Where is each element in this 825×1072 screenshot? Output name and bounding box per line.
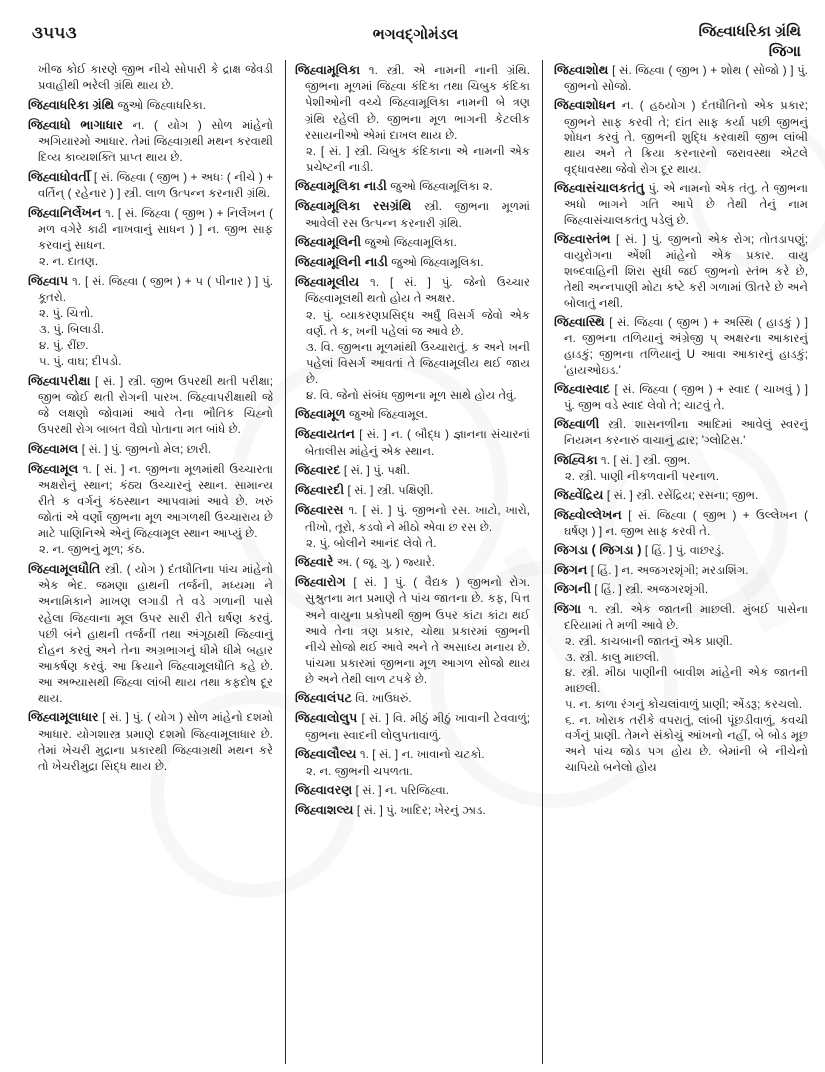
- entry-sense: ૨. ન. દાતણ.: [39, 255, 99, 269]
- entry-sense: ૧. [ સં. ] ન. જીભના મૂળમાંથી ઉચ્ચારતા અક્ષરોનું સ્થાન; કંઠ્ય ઉચ્ચારનું સ્થાન. સામાન્ય રીતે ક વર્ગનું કંઠસ્થાન આપવામાં આવે છે. ખરું જોતાં એ વર્ણો જીભના મૂળ આગળથી ઉચ્ચારાય છે માટે પાણિનિએ એનું જિહ્વામૂલ સ્થાન આપ્યું છે.: [38, 462, 273, 541]
- entry-headword: જિહ્વોલ્લેખન: [554, 507, 622, 522]
- entry-headword: જિહ્વાલૌલ્ય: [295, 747, 357, 762]
- columns-container: [28, 62, 807, 1066]
- entry-body: [ સં. જિહ્વા ( જીભ ) + અધઃ ( નીચે ) + વર્તિન્ ( રહેનાર ) ] સ્ત્રી. લાળ ઉત્પન્ન કરનારી ગ્રંથિ.: [38, 170, 274, 200]
- entry-body: સ્ત્રી. ( યોગ ) દંતધૌતિના પાંચ માંહેનો એક ભેદ. જમણા હાથની તર્જની, મધ્યમા ને અનામિકાને માખણ લગાડી તે વડે ગળાની પાસે રહેલા જિહ્વાના મૂલ ઉપર સારી રીતે ઘર્ષણ કરવું. પછી બંને હાથની તર્જનીં તથા અંગૂઠાથી જિહ્વાનું દોહન કરવું અને તેના અગ્રભાગનું ધીમે ધીમે બહાર આકર્ષણ કરવું. આ ક્રિયાને જિહ્વામૂલધૌતિ કહે છે. આ અભ્યાસથી જિહ્વા લાંબી થાય તથા કફદોષ દૂર થાય.: [38, 562, 273, 705]
- entry-body: પું. એ નામનો એક તંતુ. તે જીભના અધો ભાગને ગતિ આપે છે તેથી તેનું નામ જિહ્વાસંચાલકતંતુ પડેલું છે.: [564, 182, 808, 227]
- entry-headword: જિહ્વામૂલધૌતિ: [28, 561, 101, 576]
- entry-headword: જિહ્વામૂલિકા: [295, 63, 361, 77]
- dictionary-entry: [295, 426, 530, 459]
- entry-headword: જિહ્વાધરિકા ગ્રંથિ: [28, 97, 115, 112]
- entry-body: જુઓ જિહ્વામૂલ.: [349, 408, 428, 422]
- dictionary-entry: [295, 198, 530, 231]
- column-1: [28, 62, 285, 1066]
- entry-headword: જિહ્વાસ્તંભ: [554, 232, 611, 247]
- dictionary-entry: [295, 274, 530, 404]
- entry-headword: જિહ્વાધો ભાગાધાર: [28, 117, 124, 132]
- dictionary-entry: [28, 117, 273, 167]
- dictionary-entry: [554, 381, 808, 414]
- entry-headword: જિહ્વેંદ્રિય: [554, 488, 604, 503]
- dictionary-entry: [28, 97, 273, 114]
- entry-body: [ સં. જિહ્વા ( જીભ ) + શોથ ( સોજો ) ] પું. જીભનો સોજો.: [564, 64, 808, 94]
- entry-headword: જિહ્વાશલ્ય: [295, 803, 354, 818]
- dictionary-entry: [295, 690, 530, 707]
- entry-sense: ૨. સ્ત્રી. પાણી નીકળવાની પરનાળ.: [565, 469, 719, 483]
- dictionary-entry: [554, 314, 808, 378]
- dictionary-entry: [295, 782, 530, 799]
- entry-headword: જિગની: [554, 582, 591, 597]
- dictionary-entry: [554, 231, 808, 311]
- entry-body: જુઓ જિહ્વામૂલિકા ૨.: [390, 180, 493, 194]
- dictionary-entry: [28, 561, 273, 707]
- entry-headword: જિહ્વારદી: [295, 483, 345, 498]
- entry-headword: જિગડા ( જિગડા ): [554, 543, 642, 558]
- entry-sense: ૫. ન. કાળા રંગનું કોચલાંવાળું પ્રાણી; એંડરૂ; કરચલો.: [565, 697, 803, 711]
- entry-sense: ૧. [ સં. જિહ્વા ( જીભ ) + નિર્લેખન ( મળ વગેરે કાઢી નાખવાનું સાધન ) ] ન. જીભ સાફ કરવાનું સાધન.: [38, 206, 273, 253]
- entry-headword: જિહ્વાશોથ: [554, 63, 609, 77]
- entry-headword: જિહ્વાસ્વાદ: [554, 381, 611, 396]
- entry-headword: જિહ્વારોગ: [295, 575, 346, 590]
- dictionary-entry: [295, 234, 530, 251]
- page-number: ૩૫૫૩: [32, 24, 77, 42]
- entry-sense: ૧. [ સં. જિહ્વા ( જીભ ) + પ ( પીનાર ) ] પું. કૂતરો.: [38, 274, 274, 305]
- entry-sense: ૧. [ સં. ] ન. ખાવાનો ચટકો.: [359, 748, 485, 762]
- entry-sense: ૧. સ્ત્રી. એ નામની નાની ગ્રંથિ. જીભના મૂળમાં જિહ્વા કંદિકા તથા ચિબુક કંદિકા પેશીઓની વચ્ચે જિહ્વામૂલિકા નામની બે ત્રણ ગ્રંથિ રહેલી છે. જીભના મૂળ ભાગની કેટલીક રસાયનીઓ એમાં દાખલ થાય છે.: [305, 64, 530, 142]
- entry-sense: ૧. [ સં. ] સ્ત્રી. જીભ.: [601, 453, 691, 467]
- entry-body: [ સં. ] વિ. મીઠું મીઠું ખાવાની ટેવવાળું; જીભના સ્વાદની લોલુપતાવાળું.: [305, 712, 531, 742]
- entry-sense: ૪. પું. રીંછ.: [39, 339, 89, 353]
- guide-word-first: જિહ્વાધરિકા ગ્રંથિ: [698, 23, 801, 40]
- dictionary-entry: [295, 746, 530, 779]
- entry-body: ખીજ કોઈ કારણે જીભ નીચે સોપારી કે દ્રાક્ષ જેવડી પ્રવાહીથી ભરેલી ગ્રંથિ થાય છે.: [38, 63, 273, 93]
- entry-sense: ૫. પું. વાઘ; દીપડો.: [39, 355, 122, 369]
- dictionary-entry: [554, 452, 808, 485]
- dictionary-entry: [28, 62, 273, 94]
- dictionary-entry: [28, 373, 273, 439]
- entry-sense: ૧. [ સં. ] પું. જેનો ઉચ્ચાર જિહ્વામૂલથી થતો હોય તે અક્ષર.: [305, 276, 531, 306]
- entry-sense: ૨. સ્ત્રી. કાચબાની જાતનું એક પ્રાણી.: [565, 634, 733, 648]
- column-3: [542, 62, 808, 1066]
- entry-body: સ્ત્રી. જીભના મૂળમાં આવેલી રસ ઉત્પન્ન કરનારી ગ્રંથિ.: [305, 200, 531, 230]
- dictionary-entry: [28, 205, 273, 271]
- entry-body: જુઓ જિહ્વાધરિકા.: [117, 98, 206, 112]
- dictionary-entry: [295, 62, 530, 176]
- entry-headword: જિહ્વાનિર્લેખન: [28, 205, 102, 220]
- dictionary-entry: [554, 507, 808, 540]
- entry-body: ન. ( હઠયોગ ) દંતધૌતિનો એક પ્રકાર; જીભને સાફ કરવી તે; દાંત સાફ કર્યા પછી જીભનું શોધન કરવું તે. જીભની શુદ્ધિ કરવાથી જીભ લાંબી થાય અને તે ક્રિયા કરનારનો જરાવસ્થા એટલે વૃદ્ધાવસ્થા જેવો રોગ દૂર થાય.: [564, 99, 808, 176]
- entry-body: [ સં. ] ન. પરિજિહ્વા.: [355, 784, 449, 798]
- dictionary-entry: [295, 802, 530, 819]
- entry-sense: ૨. પું. વ્યાકરણપ્રસિદ્ધ અર્ધું વિસર્ગ જેવો એક વર્ણ. તે ક, ખની પહેલાં જ આવે છે.: [306, 308, 530, 338]
- entry-body: [ સં. ] પું. ખાદિર; ખેરનું ઝાડ.: [356, 804, 486, 818]
- entry-headword: જિહ્વામલ: [28, 441, 79, 456]
- entry-body: [ સં. ] પું. ( યોગ ) સોળ માંહેનો દશમો આધાર. યોગશાસ્ત્ર પ્રમાણે દશમો જિહ્વામૂલાધાર છે. તેમાં ખેચરી મુદ્રાના પ્રકારથી જિહ્વાગ્રથી મથન કરે તો ખેચરીમુદ્રા સિદ્ધ થાય છે.: [38, 711, 274, 773]
- entry-headword: જિહ્વાસંચાલકતંતુ: [554, 181, 645, 196]
- entry-sense: ૩. પું. બિલાડી.: [39, 323, 104, 337]
- entry-body: [ સં. ] પું. જીભનો મેલ; છારી.: [81, 442, 212, 456]
- entry-sense: ૩. સ્ત્રી. કાલુ માછલી.: [565, 650, 660, 664]
- entry-headword: જિહ્વાળી: [554, 417, 600, 432]
- dictionary-entry: [295, 254, 530, 271]
- entry-body: વિ. ખાઉધરું.: [355, 692, 412, 706]
- entry-headword: જિહ્વાધોવર્તી: [28, 169, 91, 184]
- entry-headword: જિહ્વામૂળ: [295, 407, 346, 422]
- entry-body: [ સં. ] સ્ત્રી. રસેંદ્રિય; રસના; જીભ.: [606, 489, 759, 503]
- entry-sense: ૨. ન. જીભનું મૂળ; કંઠ.: [39, 543, 145, 557]
- dictionary-entry: [554, 180, 808, 229]
- dictionary-entry: [554, 487, 808, 504]
- entry-headword: જિહ્વાપ: [28, 273, 69, 288]
- entry-headword: જિહ્વારસ: [295, 503, 344, 518]
- entry-headword: જિહ્વાશોધન: [554, 98, 616, 113]
- entry-headword: જિગા: [554, 601, 582, 616]
- entry-body: જુઓ જિહ્વામૂલિકા.: [391, 256, 484, 270]
- dictionary-entry: [554, 62, 808, 95]
- column-2: [285, 62, 542, 1066]
- entry-headword: જિહ્વામૂલિકા રસગ્રંથિ: [295, 199, 412, 214]
- dictionary-entry: [295, 482, 530, 499]
- entry-headword: જિહ્વિકા: [554, 452, 598, 467]
- entry-body: અ. ( જૂ. ગુ. ) જ્યારે.: [336, 556, 436, 570]
- entry-headword: જિહ્વારે: [295, 555, 334, 570]
- entry-headword: જિહ્વામૂલાધાર: [28, 710, 99, 725]
- entry-body: સ્ત્રી. શાસનળીના આદિમાં આવેલું સ્વરનું નિયમન કરનારું વાચાનું દ્વાર; 'ગ્લોટિસ.': [564, 418, 808, 448]
- dictionary-entry: [28, 709, 273, 775]
- dictionary-entry: [295, 502, 530, 552]
- dictionary-entry: [28, 441, 273, 458]
- entry-sense: ૩. વિ. જીભના મૂળમાંથી ઉચ્ચારાતું. ક અને ખની પહેલાં વિસર્ગ આવતાં તે જિહ્વામૂલીય થઈ જાય છે.: [306, 340, 530, 386]
- entry-sense: ૨. [ સં. ] સ્ત્રી. ચિબુક કંદિકાના એ નામની એક પ્રચેષ્ટની નાડી.: [306, 144, 530, 174]
- entry-headword: જિહ્વાલોલુપ: [295, 711, 358, 726]
- entry-headword: જિહ્વામૂલીય: [295, 275, 360, 290]
- entry-body: [ સં. ] ન. ( બૌદ્ધ ) જ્ઞાનના સંચારનાં બેતાલીસ માંહેનું એક સ્થાન.: [305, 428, 531, 458]
- entry-headword: જિહ્વાપરીક્ષા: [28, 373, 91, 388]
- entry-headword: જિહ્વામૂલિની નાડી: [295, 255, 388, 270]
- book-title: ભગવદ્ગોમંડલ: [372, 26, 459, 43]
- entry-headword: જિહ્વાયતન: [295, 427, 355, 442]
- dictionary-entry: [554, 416, 808, 449]
- dictionary-entry: [554, 581, 808, 598]
- entry-headword: જિહ્વારદ: [295, 463, 341, 478]
- dictionary-entry: [554, 562, 808, 579]
- entry-body: [ સં. ] પું. જીભનો એક રોગ; તોતડાપણું; વાયુરોગના એંશી માંહેનો એક પ્રકાર. વાયુ શબ્દવાહિની શિરા સુધી જઈ જીભનો સ્તંભ કરે છે, તેથી અન્નપાણી મોટા કષ્ટે કરી ગળામાં ઊતરે છે અને બોલાતું નથી.: [564, 233, 808, 310]
- entry-sense: ૪. વિ. જેનો સંબંધ જીભના મૂળ સાથે હોય તેવું.: [306, 388, 517, 402]
- dictionary-entry: [295, 462, 530, 479]
- entry-headword: જિહ્વાલંપટ: [295, 691, 352, 706]
- entry-headword: જિહ્વાવરણ: [295, 783, 353, 798]
- entry-sense: ૨. પું. બોલીને આનંદ લેવો તે.: [306, 536, 437, 550]
- entry-body: [ હિં. ] ન. અજગરશૃંગી; મરડાશિંગ.: [590, 563, 749, 577]
- entry-sense: ૨. ન. જીભની ચપળતા.: [306, 764, 413, 778]
- entry-sense: ૬. ન. ખોરાક તરીકે વપરાતું, લાંબી પૂંછડીવાળું, કવચી વર્ગનું પ્રાણી. તેમને સંકોચું આંખનો નહીં, બે બોડ મૂછ અને પાંચ જોડ પગ હોય છે. બેમાંની બે નીચેનો ચાપિયો બનેલો હોય: [565, 713, 808, 774]
- dictionary-entry: [295, 406, 530, 423]
- dictionary-entry: [295, 178, 530, 195]
- entry-headword: જિહ્વાસ્થિ: [554, 314, 605, 329]
- entry-body: ન. ( યોગ ) સોળ માંહેનો અગિયારમો આધાર. તેમાં જિહ્વાગ્રથી મથન કરવાથી દિવ્ય કાવ્યશક્તિ પ્રાપ્ત થાય છે.: [38, 118, 274, 165]
- dictionary-entry: [28, 273, 273, 371]
- dictionary-entry: [554, 97, 808, 177]
- entry-headword: જિહ્વામૂલ: [28, 461, 79, 476]
- entry-body: [ સં. ] પું. પક્ષી.: [343, 464, 410, 478]
- entry-body: [ સં. ] સ્ત્રી. જીભ ઉપરથી થતી પરીક્ષા; જીભ જોઈ થતી રોગની પારખ. જિહ્વાપરીક્ષાથી જે જે લક્ષણો જોવામાં આવે તેના ભૌતિક ચિહ્નો ઉપરથી રોગ બાબત વૈદ્યો પોતાના મત બાંધે છે.: [38, 374, 273, 437]
- dictionary-entry: [554, 542, 808, 559]
- dictionary-entry: [295, 710, 530, 743]
- entry-body: [ સં. જિહ્વા ( જીભ ) + સ્વાદ ( ચાખવું ) ] પું. જીભ વડે સ્વાદ લેવો તે; ચાટવું તે.: [564, 382, 808, 412]
- dictionary-entry: [28, 461, 273, 559]
- entry-headword: જિહ્વામૂલિની: [295, 235, 362, 250]
- entry-body: [ હિં. ] પું. વાછરડું.: [644, 544, 725, 558]
- entry-headword: જિગન: [554, 562, 588, 577]
- dictionary-entry: [295, 574, 530, 688]
- entry-body: [ સં. ] સ્ત્રી. પક્ષિણી.: [347, 484, 434, 498]
- entry-sense: ૪. સ્ત્રી. મીઠા પાણીની બાવીશ માંહેની એક જાતની માછલી.: [565, 666, 808, 696]
- entry-body: [ સં. જિહ્વા ( જીભ ) + ઉલ્લેખન ( ઘર્ષણ ) ] ન. જીભ સાફ કરવી તે.: [564, 508, 808, 538]
- entry-body: [ હિં. ] સ્ત્રી. અજગરશૃંગી.: [594, 583, 709, 597]
- dictionary-entry: [554, 601, 808, 776]
- guide-word-last: જિગા: [768, 43, 801, 61]
- dictionary-entry: [28, 169, 273, 202]
- entry-body: જુઓ જિહ્વામૂલિકા.: [364, 236, 457, 250]
- entry-headword: જિહ્વામૂલિકા નાડી: [295, 179, 387, 194]
- entry-body: [ સં. ] પું. ( વૈદ્યક ) જીભનો રોગ. સુશ્રુતના મત પ્રમાણે તે પાંચ જાતના છે. કફ, પિત્ત અને વાયુના પ્રકોપથી જીભ ઉપર કાંટા કાંટા થઈ આવે તેના ત્રણ પ્રકાર, ચોથા પ્રકારમાં જીભની નીચે સોજો થઈ આવે અને તે અસાધ્ય મનાય છે. પાંચમા પ્રકારમાં જીભના મૂળ આગળ સોજો થાય છે અને તેથી લાળ ટપકે છે.: [305, 576, 530, 686]
- guide-words: [699, 22, 801, 63]
- entry-sense: ૧. સ્ત્રી. એક જાતની માછલી. મુંબઈ પાસેના દરિયામાં તે મળી આવે છે.: [564, 602, 808, 633]
- entry-sense: ૨. પું. ચિત્તો.: [39, 307, 94, 321]
- entry-body: [ સં. જિહ્વા ( જીભ ) + અસ્થિ ( હાડકું ) ] ન. જીભના તળિયાનું અંગ્રેજી પ્ અક્ષરના આકારનું હાડકું; જીભના તળિયાનું U આવા આકારનું હાડકું; 'હાયઓઇડ.': [564, 315, 808, 377]
- entry-sense: ૧. [ સં. ] પું. જીભનો રસ. ખાટો, ખારો, તીખો, તૂરો, કડવો ને મીઠો એવા છ રસ છે.: [305, 504, 530, 534]
- dictionary-entry: [295, 554, 530, 571]
